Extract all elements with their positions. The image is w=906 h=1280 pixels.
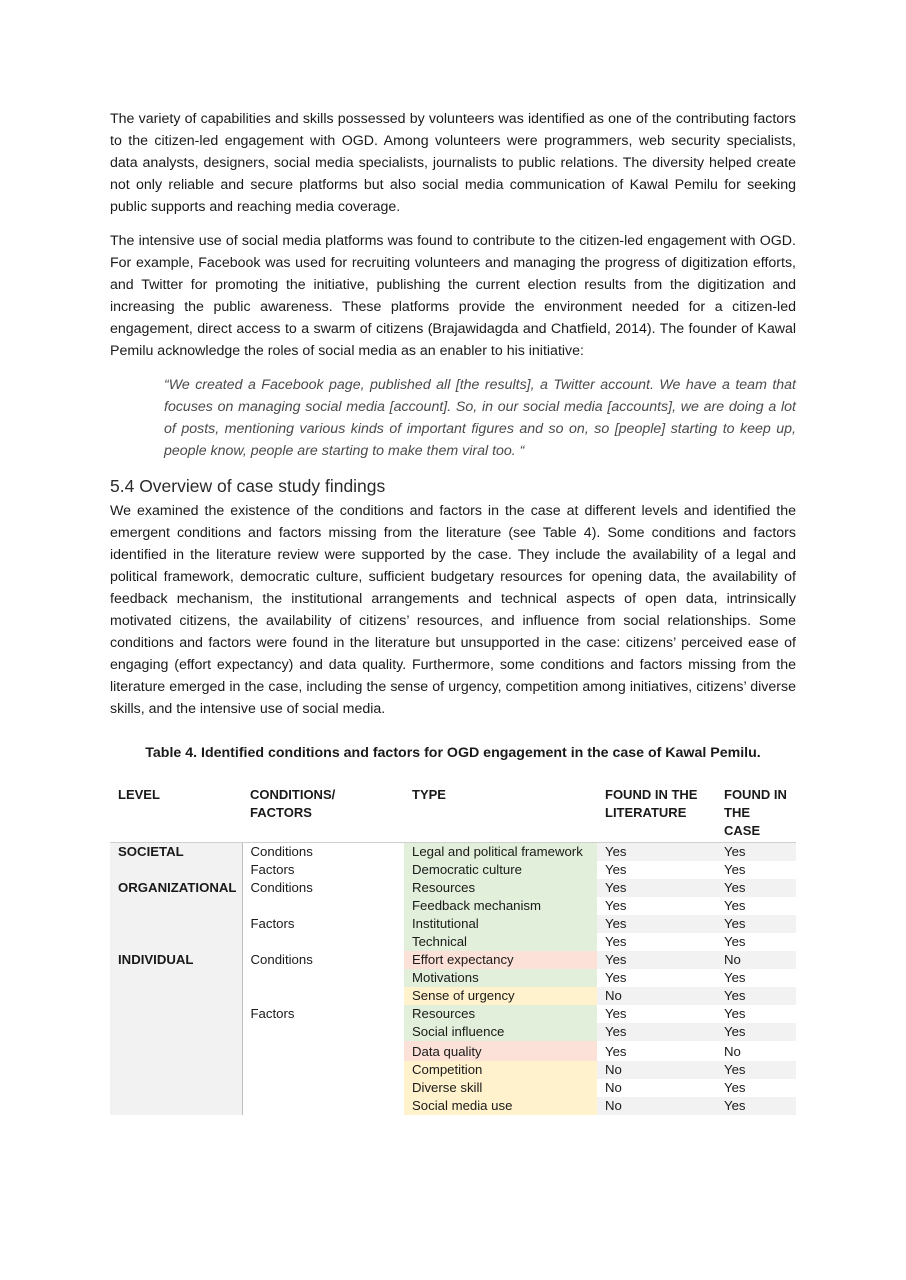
row-found-literature-cell: No [597,1097,716,1115]
row-found-literature-cell: No [597,1079,716,1097]
row-level-cell [110,933,242,951]
row-type-cell: Diverse skill [404,1079,597,1097]
row-found-case-cell: Yes [716,933,796,951]
row-level-cell [110,861,242,879]
row-level-cell [110,969,242,987]
row-level-cell [110,987,242,1005]
header-found-case: FOUND IN THE CASE [716,786,796,842]
section-heading: 5.4 Overview of case study findings [110,476,386,496]
row-found-case-cell: Yes [716,969,796,987]
row-level-cell [110,1023,242,1041]
row-conditions-factors-cell [242,987,404,1005]
row-level-cell [110,1041,242,1061]
findings-table [110,786,796,1115]
row-type-cell: Democratic culture [404,861,597,879]
row-conditions-factors-cell [242,1079,404,1097]
table-row [110,969,796,987]
row-conditions-factors-cell [242,1061,404,1079]
paragraph-social-media: The intensive use of social media platforms was found to contribute to the citizen-led engagement with OGD. For example, Facebook was used for recruiting volunteers and managing the progress of digitization efforts, and Twitter for promoting the initiative, publishing the current election results from the digitization and increasing the public awareness. These platforms provide the environment needed for a citizen-led engagement, direct access to a swarm of citizens (Brajawidagda and Chatfield, 2014). The founder of Kawal Pemilu acknowledge the roles of social media as an enabler to his initiative: [110,233,796,359]
page-body [110,108,796,1115]
table-row [110,1061,796,1079]
table-row [110,861,796,879]
table-row [110,933,796,951]
row-type-cell: Competition [404,1061,597,1079]
table-row [110,897,796,915]
row-type-cell: Resources [404,879,597,897]
header-level: LEVEL [110,786,242,842]
row-found-case-cell: No [716,951,796,969]
row-type-cell: Motivations [404,969,597,987]
row-conditions-factors-cell: Conditions [242,879,404,897]
row-found-literature-cell: Yes [597,969,716,987]
row-level-cell: INDIVIDUAL [110,951,242,969]
row-level-cell [110,1005,242,1023]
paragraph-volunteer-skills: The variety of capabilities and skills possessed by volunteers was identified as one of the contributing factors to the citizen-led engagement with OGD. Among volunteers were programmers, web security specialists, data analysts, designers, social media specialists, journalists to public relations. The diversity helped create not only reliable and secure platforms but also social media communication of Kawal Pemilu for seeking public supports and reaching media coverage. [110,111,796,215]
row-type-cell: Legal and political framework [404,842,597,861]
row-conditions-factors-cell [242,1023,404,1041]
row-found-literature-cell: Yes [597,915,716,933]
row-level-cell [110,1061,242,1079]
row-type-cell: Feedback mechanism [404,897,597,915]
table-caption: Table 4. Identified conditions and factors for OGD engagement in the case of Kawal Pemilu. [145,745,761,761]
row-found-case-cell: Yes [716,879,796,897]
row-type-cell: Social influence [404,1023,597,1041]
row-found-case-cell: Yes [716,1097,796,1115]
row-found-case-cell: Yes [716,915,796,933]
row-type-cell: Social media use [404,1097,597,1115]
row-found-literature-cell: No [597,1061,716,1079]
row-found-literature-cell: Yes [597,1005,716,1023]
row-type-cell: Resources [404,1005,597,1023]
paragraph-overview: We examined the existence of the conditions and factors in the case at different levels and identified the emergent conditions and factors missing from the literature (see Table 4). Some conditions and factors identified in the literature review were supported by the case. They include the availability of a legal and political framework, democratic culture, sufficient budgetary resources for opening data, the availability of feedback mechanism, the institutional arrangements and technical aspects of open data, intrinsically motivated citizens, the availability of citizens’ resources, and influence from social relationships. Some conditions and factors were found in the literature but unsupported in the case: citizens’ perceived ease of engaging (effort expectancy) and data quality. Furthermore, some conditions and factors missing from the literature emerged in the case, including the sense of urgency, competition among initiatives, citizens’ diverse skills, and the intensive use of social media. [110,503,796,717]
header-found-literature: FOUND IN THE LITERATURE [597,786,716,842]
row-conditions-factors-cell: Factors [242,1005,404,1023]
row-conditions-factors-cell: Conditions [242,951,404,969]
row-conditions-factors-cell [242,1041,404,1061]
table-header-row [110,786,796,842]
row-conditions-factors-cell [242,969,404,987]
row-level-cell [110,897,242,915]
table-row [110,1005,796,1023]
row-found-literature-cell: Yes [597,933,716,951]
row-conditions-factors-cell: Factors [242,861,404,879]
row-level-cell: ORGANIZATIONAL [110,879,242,897]
row-type-cell: Institutional [404,915,597,933]
row-found-case-cell: Yes [716,1061,796,1079]
row-found-case-cell: Yes [716,861,796,879]
row-conditions-factors-cell: Factors [242,915,404,933]
row-found-case-cell: No [716,1041,796,1061]
row-found-case-cell: Yes [716,1005,796,1023]
table-row [110,1041,796,1061]
row-conditions-factors-cell: Conditions [242,842,404,861]
row-type-cell: Sense of urgency [404,987,597,1005]
row-level-cell [110,1079,242,1097]
table-row [110,987,796,1005]
table-row [110,842,796,861]
row-found-case-cell: Yes [716,1023,796,1041]
table-row [110,951,796,969]
header-type: TYPE [404,786,597,842]
row-conditions-factors-cell [242,897,404,915]
row-type-cell: Effort expectancy [404,951,597,969]
table-row [110,1023,796,1041]
row-found-case-cell: Yes [716,897,796,915]
row-level-cell [110,915,242,933]
table-row [110,1079,796,1097]
row-found-literature-cell: Yes [597,1023,716,1041]
row-conditions-factors-cell [242,933,404,951]
row-level-cell [110,1097,242,1115]
row-found-literature-cell: Yes [597,897,716,915]
table-row [110,1097,796,1115]
row-found-case-cell: Yes [716,987,796,1005]
row-found-case-cell: Yes [716,842,796,861]
row-found-literature-cell: No [597,987,716,1005]
row-found-literature-cell: Yes [597,842,716,861]
row-type-cell: Data quality [404,1041,597,1061]
row-type-cell: Technical [404,933,597,951]
table-row [110,915,796,933]
row-conditions-factors-cell [242,1097,404,1115]
row-found-literature-cell: Yes [597,1041,716,1061]
row-found-case-cell: Yes [716,1079,796,1097]
row-level-cell: SOCIETAL [110,842,242,861]
row-found-literature-cell: Yes [597,861,716,879]
header-conditions-factors: CONDITIONS/ FACTORS [242,786,404,842]
table-row [110,879,796,897]
row-found-literature-cell: Yes [597,951,716,969]
row-found-literature-cell: Yes [597,879,716,897]
founder-quote: “We created a Facebook page, published all [the results], a Twitter account. We have a team that focuses on managing social media [account]. So, in our social media [accounts], we are doing a lot of posts, mentioning various kinds of important figures and so on, so [people] starting to keep up, people know, people are starting to make them viral too. “ [164,377,796,459]
